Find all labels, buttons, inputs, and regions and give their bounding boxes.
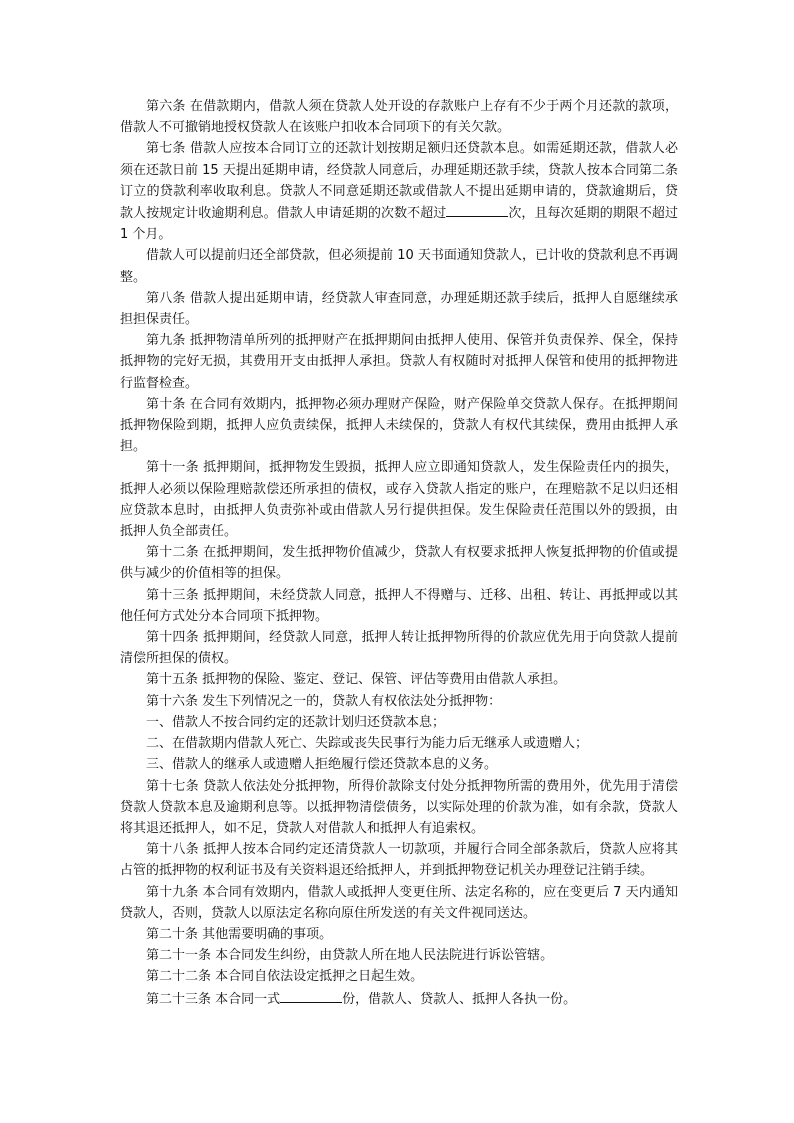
article-13: 第十三条 抵押期间，未经贷款人同意，抵押人不得赠与、迁移、出租、转让、再抵押或以其他任何方式处分本合同项下抵押物。	[120, 587, 678, 624]
article-19: 第十九条 本合同有效期内，借款人或抵押人变更住所、法定名称的，应在变更后 7 天内通知贷款人，否则，贷款人以原法定名称向原住所发送的有关文件视同送达。	[120, 884, 678, 921]
article-7-text: 第七条 借款人应按本合同订立的还款计划按期足额归还贷款本息。如需延期还款，借款人必须在还款日前 15 天提出延期申请，经贷款人同意后，办理延期还款手续，贷款人按本合同第二条订立的贷款利率收取利息。贷款人不同意延期还款或借款人不提出延期申请的，贷款逾期后，贷款人按规定计收逾期利息。借款人申请延期的次数不超过	[120, 141, 678, 222]
copies-count-blank[interactable]	[280, 988, 342, 1003]
article-17: 第十七条 贷款人依法处分抵押物，所得价款除支付处分抵押物所需的费用外，优先用于清偿贷款人贷款本息及逾期利息等。以抵押物清偿债务，以实际处理的价款为准，如有余款，贷款人将其退还抵押人，如不足，贷款人对借款人和抵押人有追索权。	[120, 778, 678, 836]
article-7-tail: 次，且每次延期的期限不超过 1 个月。	[120, 206, 678, 243]
article-16: 第十六条 发生下列情况之一的，贷款人有权依法处分抵押物：	[146, 693, 502, 709]
article-6: 第六条 在借款期内，借款人须在贷款人处开设的存款账户上存有不少于两个月还款的款项，借款人不可撤销地授权贷款人在该账户扣收本合同项下的有关欠款。	[120, 99, 678, 136]
article-23	[120, 988, 678, 1010]
article-14: 第十四条 抵押期间，经贷款人同意，抵押人转让抵押物所得的价款应优先用于向贷款人提前清偿所担保的债权。	[120, 630, 678, 667]
article-9: 第九条 抵押物清单所列的抵押财产在抵押期间由抵押人使用、保管并负责保养、保全，保持抵押物的完好无损，其费用开支由抵押人承担。贷款人有权随时对抵押人保管和使用的抵押物进行监督检查。	[120, 333, 678, 391]
extension-count-blank[interactable]	[446, 202, 508, 217]
article-11: 第十一条 抵押期间，抵押物发生毁损，抵押人应立即通知贷款人，发生保险责任内的损失，抵押人必须以保险理赔款偿还所承担的债权，或存入贷款人指定的账户，在理赔款不足以归还相应贷款本息时，由抵押人负责弥补或由借款人另行提供担保。发生保险责任范围以外的毁损，由抵押人负全部责任。	[120, 460, 678, 540]
article-16-item-3: 三、借款人的继承人或遗赠人拒绝履行偿还贷款本息的义务。	[146, 757, 498, 773]
article-8: 第八条 借款人提出延期申请，经贷款人审查同意，办理延期还款手续后，抵押人自愿继续承担担保责任。	[120, 290, 678, 328]
article-12: 第十二条 在抵押期间，发生抵押物价值减少，贷款人有权要求抵押人恢复抵押物的价值或提供与减少的价值相等的担保。	[120, 545, 678, 582]
article-7	[120, 138, 678, 245]
article-7-prepayment: 借款人可以提前归还全部贷款，但必须提前 10 天书面通知贷款人，已计收的贷款利息不再调整。	[120, 248, 678, 285]
article-23-text: 第二十三条 本合同一式	[146, 991, 281, 1007]
article-16-item-2: 二、在借款期内借款人死亡、失踪或丧失民事行为能力后无继承人或遗赠人；	[146, 736, 589, 752]
article-21: 第二十一条 本合同发生纠纷，由贷款人所在地人民法院进行诉讼管辖。	[146, 948, 554, 964]
article-20: 第二十条 其他需要明确的事项。	[146, 926, 333, 942]
article-15: 第十五条 抵押物的保险、鉴定、登记、保管、评估等费用由借款人承担。	[146, 672, 567, 688]
article-22: 第二十二条 本合同自依法设定抵押之日起生效。	[146, 969, 424, 985]
article-16-item-1: 一、借款人不按合同约定的还款计划归还贷款本息；	[146, 714, 446, 730]
article-10: 第十条 在合同有效期内，抵押物必须办理财产保险，财产保险单交贷款人保存。在抵押期间抵押物保险到期，抵押人应负责续保，抵押人未续保的，贷款人有权代其续保，费用由抵押人承担。	[120, 396, 678, 455]
article-18: 第十八条 抵押人按本合同约定还清贷款人一切款项，并履行合同全部条款后，贷款人应将其占管的抵押物的权利证书及有关资料退还给抵押人，并到抵押物登记机关办理登记注销手续。	[120, 842, 678, 879]
contract-page	[120, 96, 678, 1010]
article-23-tail: 份，借款人、贷款人、抵押人各执一份。	[342, 991, 577, 1007]
